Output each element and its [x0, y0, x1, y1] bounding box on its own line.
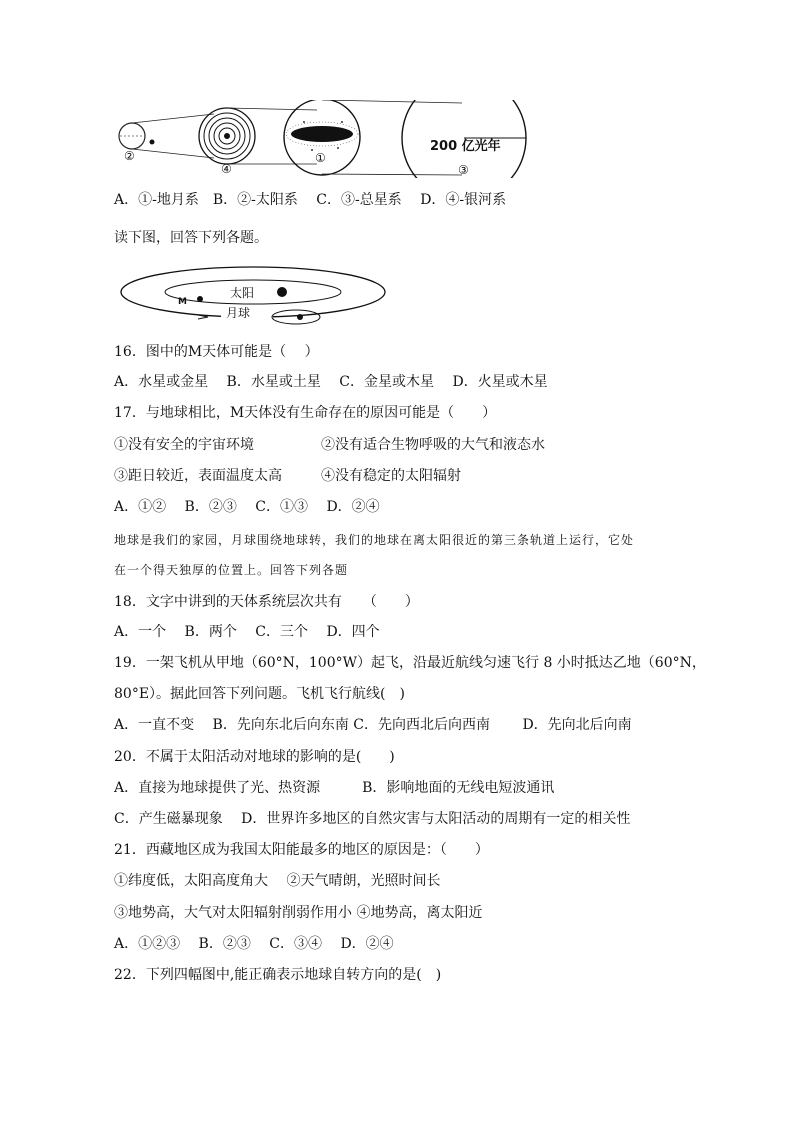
q20-options1: A．直接为地球提供了光、热资源 B．影响地面的无线电短波通讯: [114, 780, 555, 796]
q20-options2: C．产生磁暴现象 D．世界许多地区的自然灾害与太阳活动的周期有一定的相关性: [114, 811, 631, 827]
q17-stem: 17．与地球相比，M天体没有生命存在的原因可能是（ ）: [114, 405, 497, 421]
intro-text: 读下图，回答下列各题。: [114, 230, 268, 246]
label-1: ①: [315, 151, 326, 165]
sun-label: 太阳: [230, 286, 255, 300]
celestial-systems-figure: [112, 100, 532, 178]
earth-dot: [297, 314, 303, 320]
q20-stem: 20．不属于太阳活动对地球的影响的是( ): [114, 749, 395, 765]
passage-line1: 地球是我们的家园，月球围绕地球转，我们的地球在离太阳很近的第三条轨道上运行，它处: [114, 533, 635, 547]
distance-label: 200 亿光年: [430, 139, 501, 154]
q21-stem: 21．西藏地区成为我国太阳能最多的地区的原因是：（ ）: [114, 842, 489, 858]
q17-item4: ④没有稳定的太阳辐射: [321, 468, 461, 484]
q19-options: A．一直不变 B．先向东北后向东南 C．先向西北后向西南 D．先向北后向南: [114, 717, 632, 733]
q19-line2: 80°E）。据此回答下列问题。飞机飞行航线( ): [114, 686, 405, 702]
m-label: M: [178, 297, 187, 307]
q17-options: A．①② B．②③ C．①③ D．②④: [114, 499, 380, 515]
label-3: ③: [458, 163, 469, 177]
orbit-figure: [118, 262, 393, 328]
q22-stem: 22．下列四幅图中,能正确表示地球自转方向的是( ): [114, 967, 442, 983]
celestial-systems-svg: [112, 100, 532, 178]
q18-options: A．一个 B．两个 C．三个 D．四个: [114, 624, 380, 640]
passage-line2: 在一个得天独厚的位置上。回答下列各题: [114, 563, 349, 577]
q17-item2: ②没有适合生物呼吸的大气和液态水: [321, 437, 545, 453]
q21-options: A．①②③ B．②③ C．③④ D．②④: [114, 936, 394, 952]
q17-item1: ①没有安全的宇宙环境: [114, 437, 254, 453]
q16-options: A．水星或金星 B．水星或土星 C．金星或木星 D．火星或木星: [114, 374, 548, 390]
orbit-svg: [118, 262, 393, 328]
label-4: ④: [221, 162, 232, 176]
label-2: ②: [124, 149, 135, 163]
q21-items2: ③地势高，大气对太阳辐射削弱作用小 ④地势高，离太阳近: [114, 905, 483, 921]
q15-options: A．①-地月系 B．②-太阳系 C．③-总星系 D．④-银河系: [114, 192, 507, 208]
q17-item3: ③距日较近，表面温度太高: [114, 468, 282, 484]
moon-label: 月球: [226, 306, 251, 320]
q18-stem: 18．文字中讲到的天体系统层次共有 （ ）: [114, 594, 419, 610]
m-body: [197, 296, 203, 302]
sun-dot: [277, 287, 287, 297]
solar-system-circle: [199, 108, 255, 164]
q19-line1: 19．一架飞机从甲地（60°N，100°W）起飞，沿最近航线匀速飞行 8 小时抵达乙地（60°N，: [114, 655, 706, 671]
q16-stem: 16．图中的M天体可能是（ ）: [114, 344, 319, 360]
q21-items1: ①纬度低，太阳高度角大 ②天气晴朗，光照时间长: [114, 873, 441, 889]
